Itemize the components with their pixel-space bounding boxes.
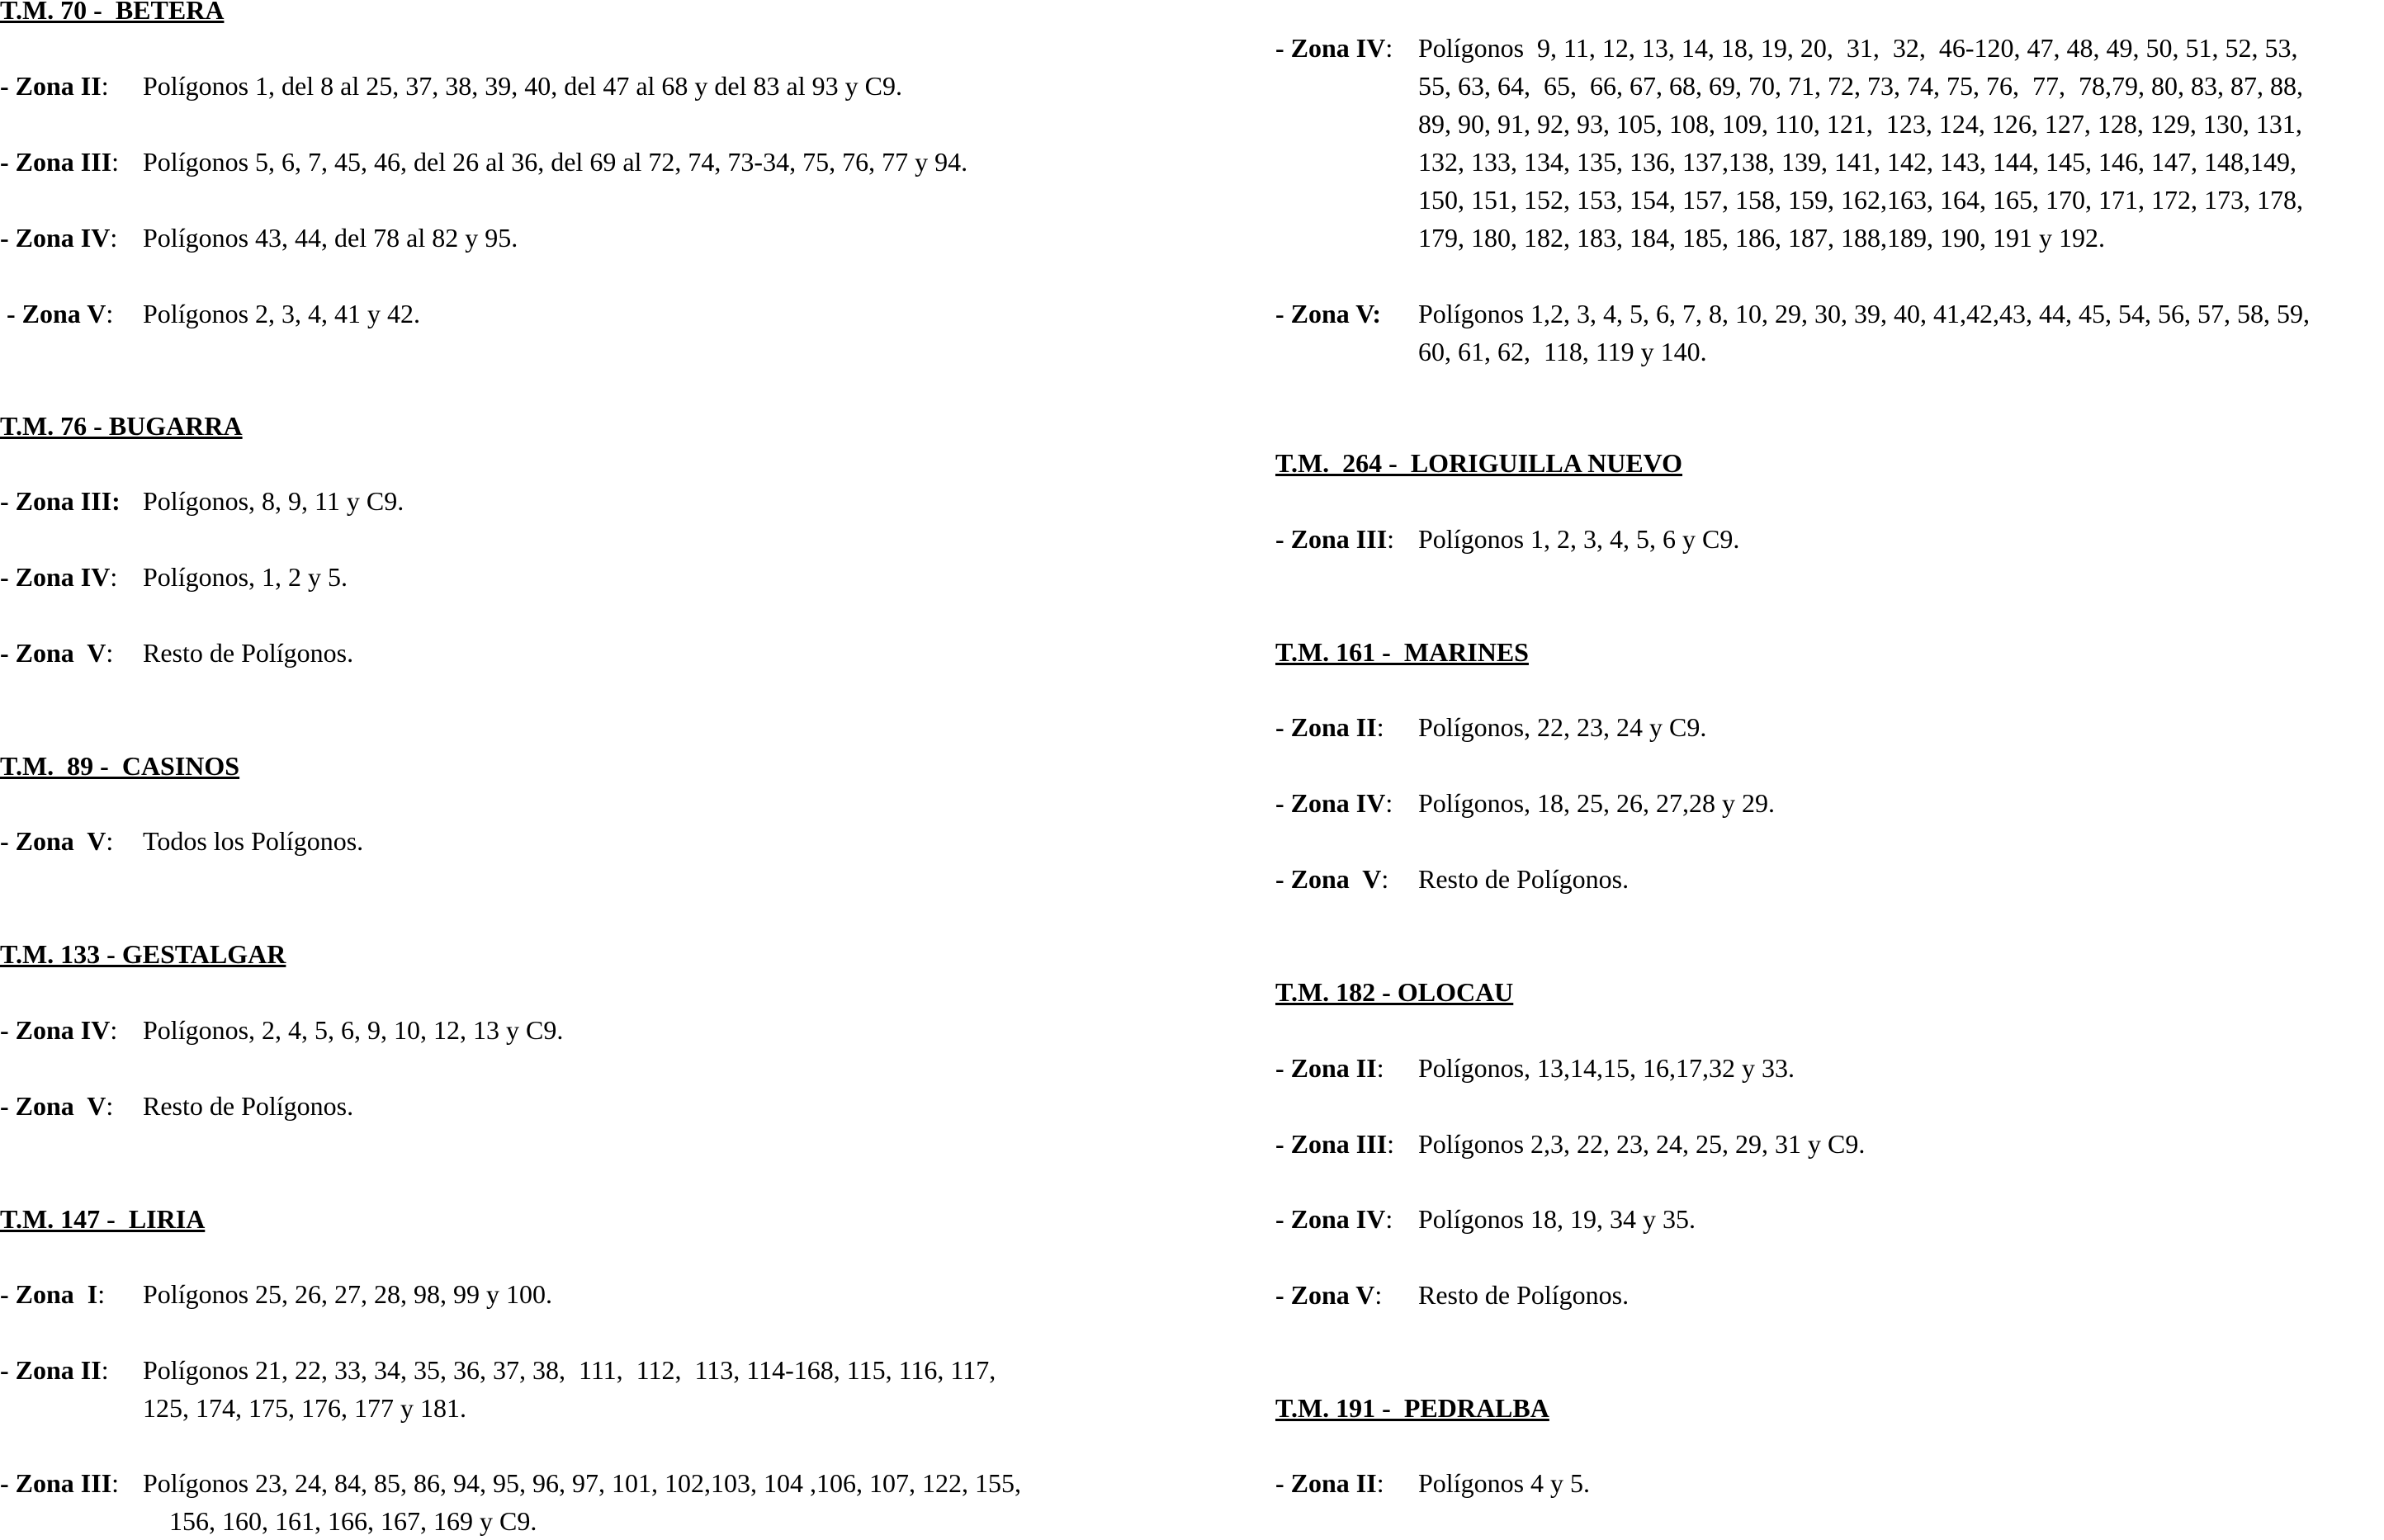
zone-parcels: Polígonos 5, 6, 7, 45, 46, del 26 al 36, del 69 al 72, 74, 73-34, 75, 76, 77 y 94. xyxy=(143,147,968,177)
zone-name: - Zona IV xyxy=(0,1015,111,1045)
zone-name: - Zona III xyxy=(0,147,112,177)
zone-separator: : xyxy=(1385,33,1393,63)
zone-name: - Zona IV xyxy=(1275,788,1386,818)
zone-name: - Zona IV xyxy=(0,223,111,253)
zone-name: - Zona II xyxy=(0,1355,102,1385)
section-heading: T.M. 264 - LORIGUILLA NUEVO xyxy=(1275,448,1683,478)
zone-parcels: Resto de Polígonos. xyxy=(1418,1280,1630,1310)
zone-parcels: Polígonos 2,3, 22, 23, 24, 25, 29, 31 y C9. xyxy=(1418,1129,1866,1159)
zone-parcels-line: 132, 133, 134, 135, 136, 137,138, 139, 141, 142, 143, 144, 145, 146, 147, 148,149, xyxy=(1418,147,2296,177)
zone-name: - Zona V: xyxy=(1275,299,1382,328)
zone-name: - Zona V xyxy=(0,299,106,328)
zone-parcels-line: Polígonos 1,2, 3, 4, 5, 6, 7, 8, 10, 29, 30, 39, 40, 41,42,43, 44, 45, 54, 56, 57, 58, 59, xyxy=(1418,299,2311,328)
zone-parcels-line: 179, 180, 182, 183, 184, 185, 186, 187, 188,189, 190, 191 y 192. xyxy=(1418,223,2105,253)
zone-parcels: Todos los Polígonos. xyxy=(143,826,364,856)
zone-name: - Zona V xyxy=(0,1091,106,1121)
zone-label xyxy=(1275,1464,1384,1502)
zone-separator: : xyxy=(1376,1468,1384,1498)
zone-name: - Zona III: xyxy=(0,486,121,516)
zone-label xyxy=(1275,295,1381,333)
zone-name: - Zona III xyxy=(1275,524,1388,554)
zone-label xyxy=(0,1464,119,1502)
section-heading: T.M. 70 - BETERA xyxy=(0,0,225,25)
zone-separator: : xyxy=(101,71,109,101)
zone-name: - Zona III xyxy=(0,1468,112,1498)
zone-label xyxy=(1275,1125,1394,1163)
zone-separator: : xyxy=(1376,1053,1384,1083)
zone-parcels: Polígonos, 22, 23, 24 y C9. xyxy=(1418,712,1707,742)
zone-label xyxy=(0,295,113,333)
section-heading: T.M. 191 - PEDRALBA xyxy=(1275,1393,1549,1423)
zone-parcels: Polígonos, 18, 25, 26, 27,28 y 29. xyxy=(1418,788,1776,818)
zone-label xyxy=(1275,860,1388,898)
zone-parcels: Polígonos, 8, 9, 11 y C9. xyxy=(143,486,404,516)
zone-label xyxy=(0,67,109,105)
zone-separator: : xyxy=(106,826,114,856)
zone-parcels-line: 55, 63, 64, 65, 66, 67, 68, 69, 70, 71, 72, 73, 74, 75, 76, 77, 78,79, 80, 83, 87, 88, xyxy=(1418,71,2303,101)
zone-parcels: Polígonos 25, 26, 27, 28, 98, 99 y 100. xyxy=(143,1279,553,1309)
zone-name: - Zona II xyxy=(1275,1053,1377,1083)
zone-separator: : xyxy=(111,1468,120,1498)
zone-label xyxy=(1275,784,1393,822)
zone-name: - Zona II xyxy=(0,71,102,101)
zone-parcels: Polígonos 1, 2, 3, 4, 5, 6 y C9. xyxy=(1418,524,1740,554)
zone-name: - Zona IV xyxy=(0,562,111,592)
zone-name: - Zona V xyxy=(1275,1280,1375,1310)
zone-label xyxy=(0,1275,105,1313)
section-heading: T.M. 89 - CASINOS xyxy=(0,751,240,781)
zone-name: - Zona I xyxy=(0,1279,98,1309)
zone-separator: : xyxy=(111,147,120,177)
zone-separator: : xyxy=(1385,788,1393,818)
zone-parcels: Polígonos, 1, 2 y 5. xyxy=(143,562,348,592)
zone-name: - Zona III xyxy=(1275,1129,1388,1159)
zone-parcels-line: 125, 174, 175, 176, 177 y 181. xyxy=(143,1393,466,1423)
zone-parcels-line: 89, 90, 91, 92, 93, 105, 108, 109, 110, 121, 123, 124, 126, 127, 128, 129, 130, 131, xyxy=(1418,109,2302,139)
zone-name: - Zona IV xyxy=(1275,1204,1386,1234)
zone-name: - Zona II xyxy=(1275,1468,1377,1498)
zone-separator: : xyxy=(110,223,118,253)
zone-parcels-line: Polígonos 9, 11, 12, 13, 14, 18, 19, 20, 31, 32, 46-120, 47, 48, 49, 50, 51, 52, 53, xyxy=(1418,33,2298,63)
zone-separator: : xyxy=(1374,1280,1383,1310)
zone-name: - Zona V xyxy=(0,826,106,856)
zone-label xyxy=(0,1011,117,1049)
zone-parcels-line: 156, 160, 161, 166, 167, 169 y C9. xyxy=(143,1506,537,1536)
zone-label xyxy=(0,482,121,520)
zone-parcels: Polígonos 4 y 5. xyxy=(1418,1468,1591,1498)
zone-label xyxy=(1275,708,1384,746)
zone-separator: : xyxy=(106,638,114,668)
zone-parcels: Polígonos, 2, 4, 5, 6, 9, 10, 12, 13 y C9. xyxy=(143,1015,564,1045)
zone-label xyxy=(0,219,117,257)
zone-label xyxy=(0,1351,109,1389)
section-heading: T.M. 133 - GESTALGAR xyxy=(0,939,286,969)
zone-label xyxy=(0,634,113,672)
zone-separator: : xyxy=(110,562,118,592)
zone-separator: : xyxy=(106,299,114,328)
zone-separator: : xyxy=(1387,524,1395,554)
zone-parcels: Resto de Polígonos. xyxy=(1418,864,1630,894)
zone-separator: : xyxy=(106,1091,114,1121)
zone-parcels-line: Polígonos 21, 22, 33, 34, 35, 36, 37, 38, 111, 112, 113, 114-168, 115, 116, 117, xyxy=(143,1355,996,1385)
zone-label xyxy=(1275,520,1394,558)
zone-label xyxy=(0,1087,113,1125)
zone-separator: : xyxy=(97,1279,106,1309)
section-heading: T.M. 147 - LIRIA xyxy=(0,1204,206,1234)
zone-parcels-line: 150, 151, 152, 153, 154, 157, 158, 159, 162,163, 164, 165, 170, 171, 172, 173, 178, xyxy=(1418,185,2303,215)
zone-label xyxy=(0,822,113,860)
zone-parcels-line: 60, 61, 62, 118, 119 y 140. xyxy=(1418,337,1707,366)
zone-label xyxy=(0,143,119,181)
zone-parcels: Polígonos, 13,14,15, 16,17,32 y 33. xyxy=(1418,1053,1795,1083)
zone-parcels: Polígonos 2, 3, 4, 41 y 42. xyxy=(143,299,421,328)
zone-label xyxy=(0,558,117,596)
zone-name: - Zona II xyxy=(1275,712,1377,742)
zone-parcels: Resto de Polígonos. xyxy=(143,1091,354,1121)
zone-separator: : xyxy=(101,1355,109,1385)
zone-name: - Zona IV xyxy=(1275,33,1386,63)
zone-name: - Zona V xyxy=(0,638,106,668)
zone-parcels-line: Polígonos 23, 24, 84, 85, 86, 94, 95, 96, 97, 101, 102,103, 104 ,106, 107, 122, 155, xyxy=(143,1468,1022,1498)
zone-separator: : xyxy=(1376,712,1384,742)
zone-separator: : xyxy=(1385,1204,1393,1234)
zone-parcels: Polígonos 18, 19, 34 y 35. xyxy=(1418,1204,1696,1234)
zone-label xyxy=(1275,29,1393,67)
zone-label xyxy=(1275,1049,1384,1087)
zone-parcels: Resto de Polígonos. xyxy=(143,638,354,668)
zone-separator: : xyxy=(1381,864,1389,894)
section-heading: T.M. 76 - BUGARRA xyxy=(0,411,243,441)
zone-separator: : xyxy=(1387,1129,1395,1159)
zone-parcels: Polígonos 1, del 8 al 25, 37, 38, 39, 40, del 47 al 68 y del 83 al 93 y C9. xyxy=(143,71,902,101)
zone-parcels: Polígonos 43, 44, del 78 al 82 y 95. xyxy=(143,223,518,253)
zone-separator: : xyxy=(110,1015,118,1045)
section-heading: T.M. 161 - MARINES xyxy=(1275,637,1529,667)
zone-label xyxy=(1275,1276,1382,1314)
section-heading: T.M. 182 - OLOCAU xyxy=(1275,977,1514,1007)
zone-name: - Zona V xyxy=(1275,864,1382,894)
zone-label xyxy=(1275,1200,1393,1238)
